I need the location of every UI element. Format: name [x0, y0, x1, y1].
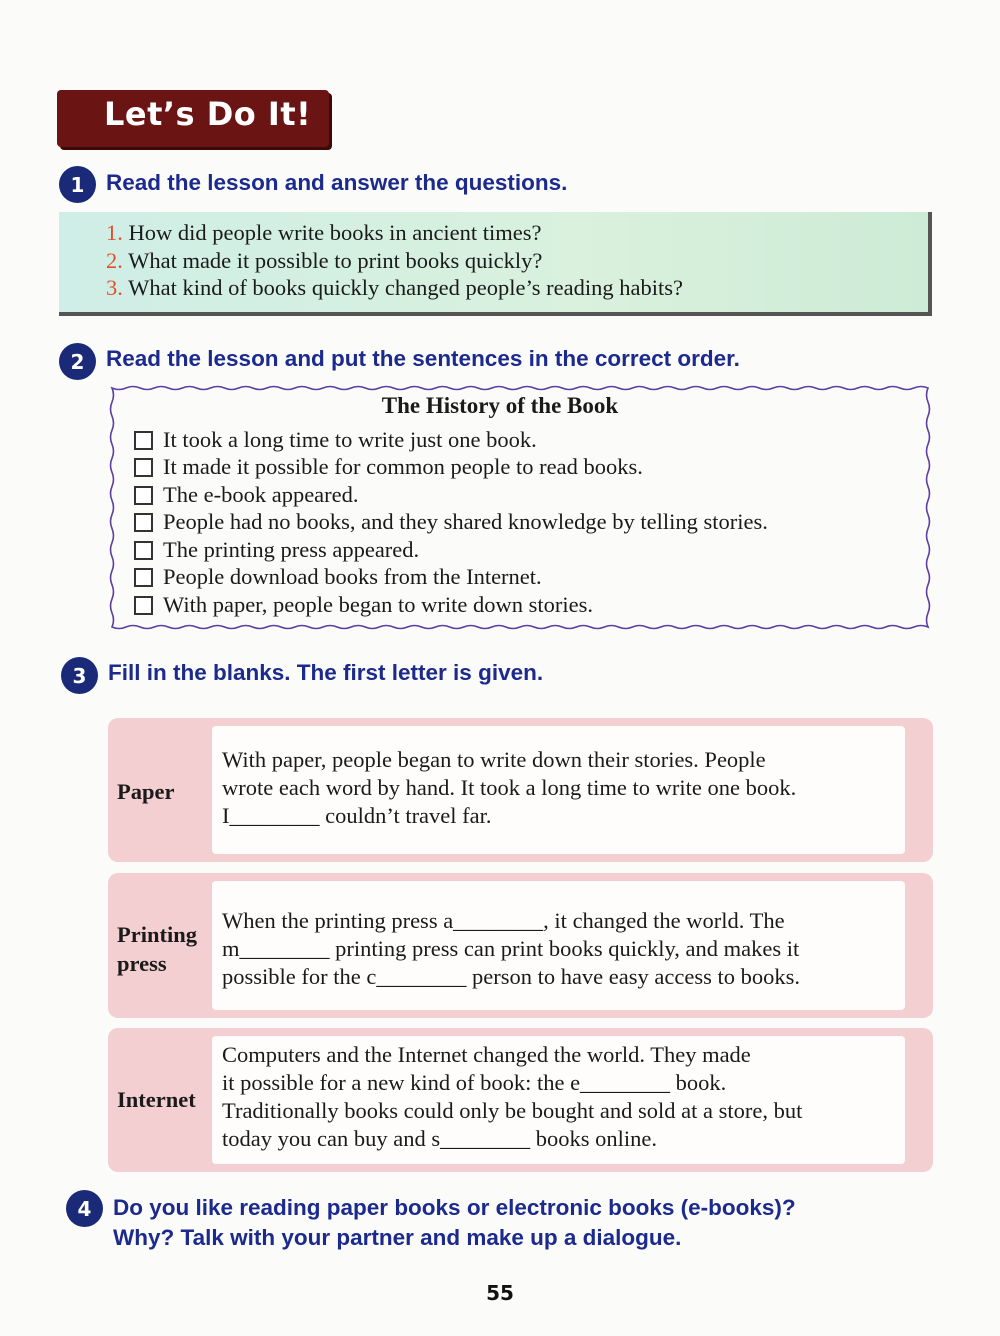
- section-4-number: 4: [66, 1190, 103, 1227]
- order-item: The e-book appeared.: [134, 482, 359, 508]
- section-3-number: 3: [61, 657, 98, 694]
- order-item: People download books from the Internet.: [134, 564, 542, 590]
- section-1-title: Read the lesson and answer the questions.: [106, 170, 568, 195]
- order-checkbox[interactable]: [134, 431, 153, 450]
- history-title: The History of the Book: [381, 393, 619, 418]
- order-item: The printing press appeared.: [134, 537, 419, 563]
- section-3-title: Fill in the blanks. The first letter is given.: [108, 660, 544, 685]
- order-checkbox[interactable]: [134, 541, 153, 560]
- order-checkbox[interactable]: [134, 486, 153, 505]
- fill-text-printing-press: When the printing press a________, it changed the world. The m________ printing press can print books quickly, and makes it possible for the c________ person to have easy access to books.: [222, 908, 800, 989]
- order-checkbox[interactable]: [134, 568, 153, 587]
- fill-label-internet: Internet: [117, 1087, 196, 1112]
- question-1: 1. How did people write books in ancient times?: [106, 220, 542, 245]
- order-item: With paper, people began to write down stories.: [134, 592, 593, 618]
- page-title: Let’s Do It!: [104, 95, 312, 133]
- order-item: People had no books, and they shared knowledge by telling stories.: [134, 509, 768, 535]
- fill-text-internet: Computers and the Internet changed the world. They made it possible for a new kind of book: the e________ book. Traditionally books could only be bought and sold at a store, but today you can buy and s________ books online.: [222, 1042, 803, 1151]
- page-number: 55: [486, 1281, 514, 1305]
- section-2-title: Read the lesson and put the sentences in the correct order.: [106, 346, 740, 371]
- fill-text-paper: With paper, people began to write down their stories. People wrote each word by hand. It took a long time to write one book. I________ couldn’t travel far.: [222, 747, 797, 828]
- section-2-number: 2: [59, 343, 96, 380]
- question-2: 2. What made it possible to print books quickly?: [106, 248, 543, 273]
- section-4-title: Do you like reading paper books or electronic books (e-books)? Why? Talk with your partner and make up a dialogue.: [113, 1195, 796, 1250]
- order-item: It made it possible for common people to read books.: [134, 454, 643, 480]
- order-checkbox[interactable]: [134, 513, 153, 532]
- order-item: It took a long time to write just one book.: [134, 427, 537, 453]
- section-1-number: 1: [59, 166, 96, 203]
- fill-label-paper: Paper: [117, 779, 175, 804]
- order-checkbox[interactable]: [134, 596, 153, 615]
- question-3: 3. What kind of books quickly changed people’s reading habits?: [106, 275, 683, 300]
- fill-label-printing-press: Printing press: [117, 922, 198, 976]
- order-checkbox[interactable]: [134, 458, 153, 477]
